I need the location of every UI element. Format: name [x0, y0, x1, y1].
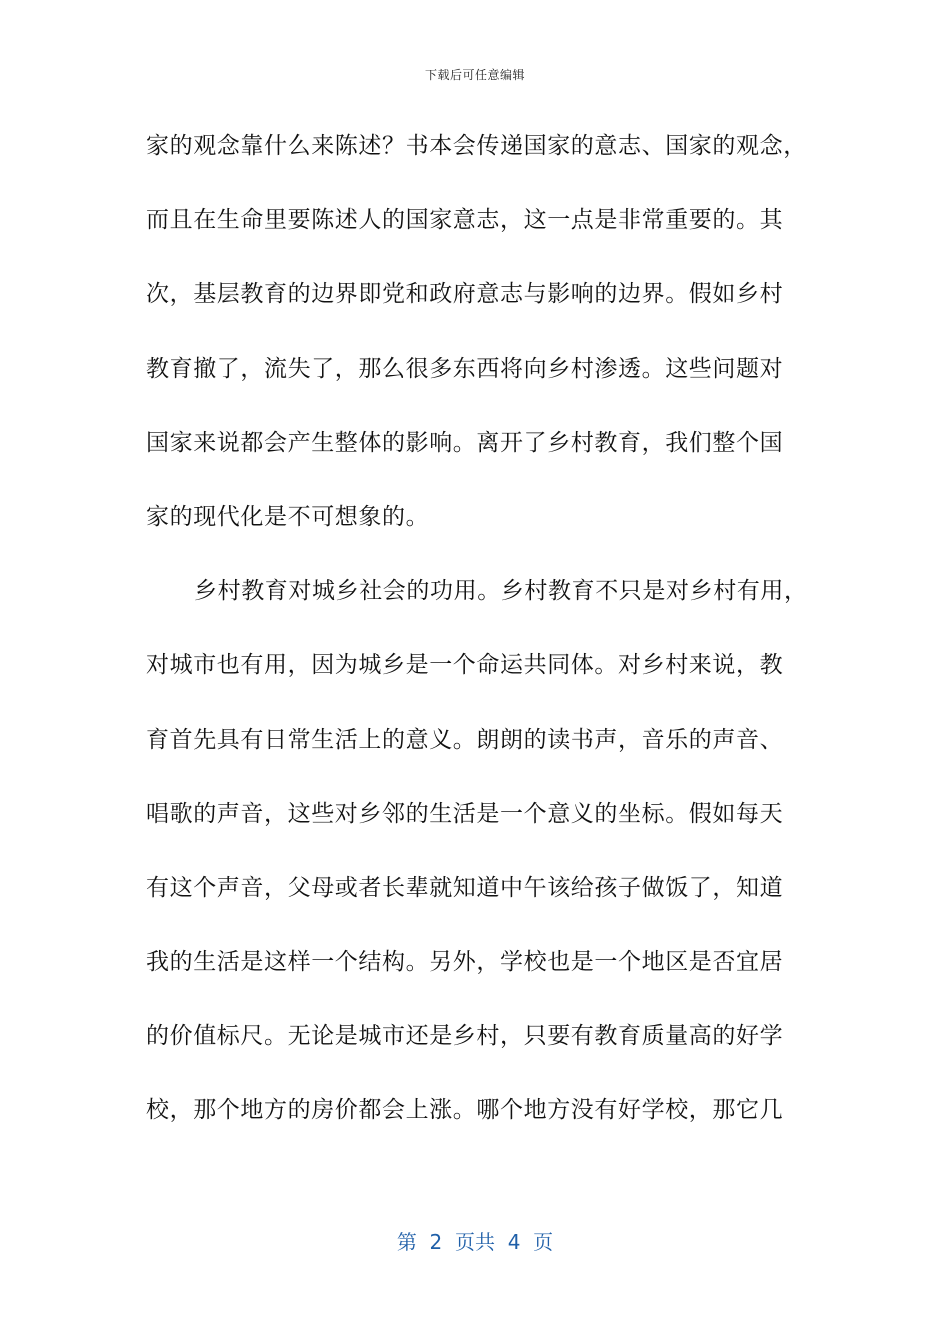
text-line: 次，基层教育的边界即党和政府意志与影响的边界。假如乡村 — [146, 281, 784, 308]
text-line: 家的现代化是不可想象的。 — [146, 503, 430, 530]
text-line: 家的观念靠什么来陈述？书本会传递国家的意志、国家的观念， — [146, 133, 807, 159]
document-body — [146, 126, 806, 1165]
text-line: 校，那个地方的房价都会上涨。哪个地方没有好学校，那它几 — [146, 1097, 784, 1124]
page-header: 下载后可任意编辑 — [424, 68, 525, 82]
text-line: 的价值标尺。无论是城市还是乡村，只要有教育质量高的好学 — [146, 1023, 784, 1050]
text-line: 育首先具有日常生活上的意义。朗朗的读书声，音乐的声音、 — [146, 726, 784, 753]
page-number-footer: 第 2 页共 4 页 — [396, 1230, 554, 1254]
paragraph-first-line: 乡村教育对城乡社会的功用。乡村教育不只是对乡村有用， — [194, 578, 808, 605]
text-line: 教育撤了，流失了，那么很多东西将向乡村渗透。这些问题对 — [146, 355, 784, 382]
text-line: 有这个声音，父母或者长辈就知道中午该给孩子做饭了，知道 — [146, 874, 784, 901]
text-line: 国家来说都会产生整体的影响。离开了乡村教育，我们整个国 — [146, 429, 784, 456]
text-line: 而且在生命里要陈述人的国家意志，这一点是非常重要的。其 — [146, 207, 784, 234]
text-line: 唱歌的声音，这些对乡邻的生活是一个意义的坐标。假如每天 — [146, 800, 784, 827]
text-line: 我的生活是这样一个结构。另外，学校也是一个地区是否宜居 — [146, 949, 784, 976]
text-line: 对城市也有用，因为城乡是一个命运共同体。对乡村来说，教 — [146, 652, 784, 679]
